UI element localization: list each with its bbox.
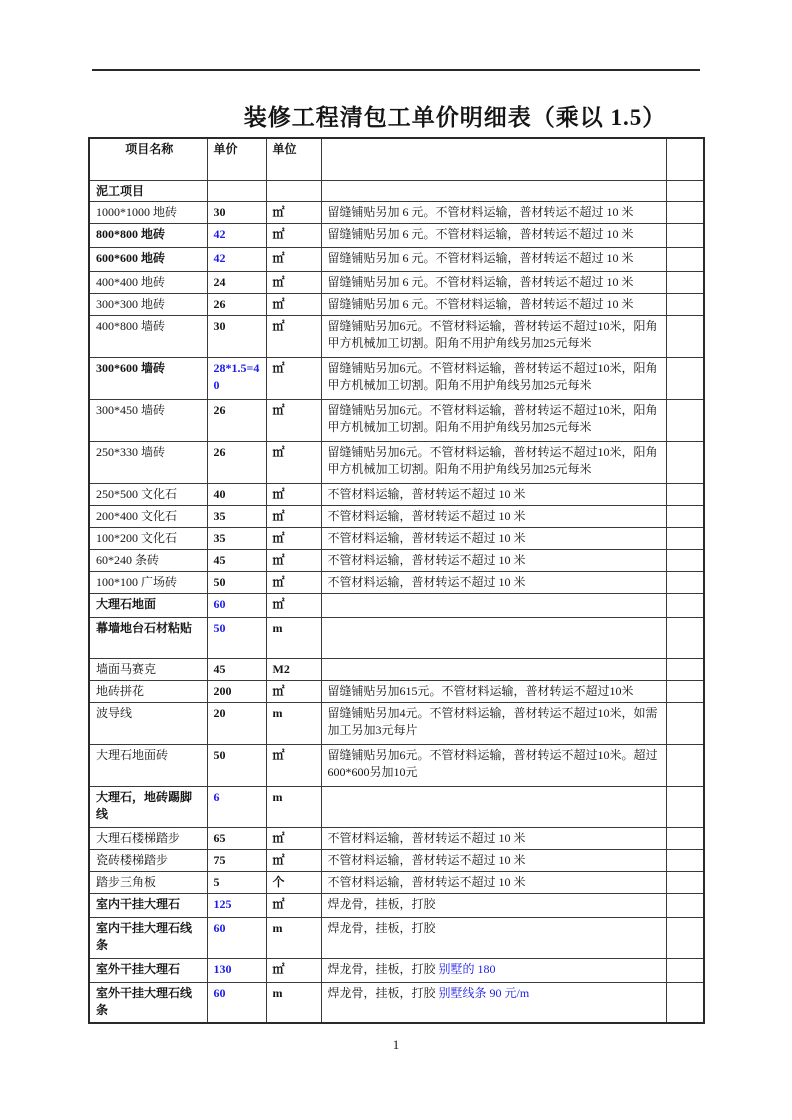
cell-remark: 留缝铺贴另加4元。不管材料运输，普材转运不超过10米，如需加工另加3元每片 bbox=[321, 702, 666, 744]
cell-price: 60 bbox=[207, 593, 266, 617]
cell-item-name: 300*600 墙砖 bbox=[89, 357, 207, 399]
cell-remark: 留缝铺贴另加 6 元。不管材料运输，普材转运不超过 10 米 bbox=[321, 223, 666, 247]
cell-remark: 留缝铺贴另加6元。不管材料运输，普材转运不超过10米。超过600*600另加10元 bbox=[321, 744, 666, 786]
cell-item-name: 250*500 文化石 bbox=[89, 483, 207, 505]
cell-item-name: 踏步三角板 bbox=[89, 871, 207, 893]
cell-unit: ㎡ bbox=[266, 680, 321, 702]
cell-item-name: 300*300 地砖 bbox=[89, 293, 207, 315]
cell-unit: ㎡ bbox=[266, 201, 321, 223]
cell-extra bbox=[666, 357, 704, 399]
cell-item-name: 400*800 墙砖 bbox=[89, 315, 207, 357]
cell-remark: 不管材料运输，普材转运不超过 10 米 bbox=[321, 827, 666, 849]
cell-item-name: 60*240 条砖 bbox=[89, 549, 207, 571]
table-row bbox=[89, 658, 704, 680]
cell-item-name: 1000*1000 地砖 bbox=[89, 201, 207, 223]
cell-item-name: 墙面马赛克 bbox=[89, 658, 207, 680]
cell-remark: 不管材料运输，普材转运不超过 10 米 bbox=[321, 505, 666, 527]
cell-remark: 留缝铺贴另加 6 元。不管材料运输，普材转运不超过 10 米 bbox=[321, 293, 666, 315]
cell-item-name: 瓷砖楼梯踏步 bbox=[89, 849, 207, 871]
column-header-price: 单价 bbox=[207, 138, 266, 180]
cell-remark: 焊龙骨，挂板，打胶 bbox=[321, 917, 666, 958]
cell-unit: ㎡ bbox=[266, 827, 321, 849]
cell-remark: 留缝铺贴另加6元。不管材料运输，普材转运不超过10米，阳角甲方机械加工切割。阳角不用护角线另加25元每米 bbox=[321, 315, 666, 357]
table-row bbox=[89, 571, 704, 593]
cell-remark: 留缝铺贴另加6元。不管材料运输，普材转运不超过10米，阳角甲方机械加工切割。阳角不用护角线另加25元每米 bbox=[321, 441, 666, 483]
cell-remark bbox=[321, 593, 666, 617]
cell-extra bbox=[666, 271, 704, 293]
cell-unit: m bbox=[266, 917, 321, 958]
cell-extra bbox=[666, 180, 704, 201]
remark-text: 焊龙骨，挂板，打胶 bbox=[327, 961, 439, 976]
cell-unit: 个 bbox=[266, 871, 321, 893]
cell-remark: 留缝铺贴另加 6 元。不管材料运输，普材转运不超过 10 米 bbox=[321, 271, 666, 293]
cell-price: 50 bbox=[207, 744, 266, 786]
cell-price: 20 bbox=[207, 702, 266, 744]
cell-remark: 留缝铺贴另加615元。不管材料运输，普材转运不超过10米 bbox=[321, 680, 666, 702]
table-row bbox=[89, 593, 704, 617]
table-row bbox=[89, 505, 704, 527]
table-row bbox=[89, 982, 704, 1023]
cell-extra bbox=[666, 247, 704, 271]
cell-extra bbox=[666, 917, 704, 958]
table-row bbox=[89, 786, 704, 827]
cell-extra bbox=[666, 871, 704, 893]
cell-unit: m bbox=[266, 702, 321, 744]
cell-unit: ㎡ bbox=[266, 893, 321, 917]
cell-unit: M2 bbox=[266, 658, 321, 680]
cell-extra bbox=[666, 441, 704, 483]
cell-item-name: 800*800 地砖 bbox=[89, 223, 207, 247]
cell-extra bbox=[666, 549, 704, 571]
cell-remark: 不管材料运输，普材转运不超过 10 米 bbox=[321, 549, 666, 571]
cell-extra bbox=[666, 702, 704, 744]
table-row bbox=[89, 849, 704, 871]
cell-price: 50 bbox=[207, 571, 266, 593]
table-row bbox=[89, 680, 704, 702]
remark-highlight: 别墅的 180 bbox=[438, 961, 496, 976]
cell-extra bbox=[666, 849, 704, 871]
cell-extra bbox=[666, 483, 704, 505]
cell-item-name: 室外干挂大理石 bbox=[89, 958, 207, 982]
cell-item-name: 大理石楼梯踏步 bbox=[89, 827, 207, 849]
cell-unit: ㎡ bbox=[266, 505, 321, 527]
section-row bbox=[89, 180, 704, 201]
cell-price: 200 bbox=[207, 680, 266, 702]
cell-price: 125 bbox=[207, 893, 266, 917]
cell-unit: ㎡ bbox=[266, 958, 321, 982]
cell-item-name: 300*450 墙砖 bbox=[89, 399, 207, 441]
cell-remark bbox=[321, 658, 666, 680]
table-row bbox=[89, 441, 704, 483]
cell-unit: ㎡ bbox=[266, 849, 321, 871]
cell-extra bbox=[666, 958, 704, 982]
cell-extra bbox=[666, 593, 704, 617]
cell-extra bbox=[666, 617, 704, 658]
cell-item-name: 400*400 地砖 bbox=[89, 271, 207, 293]
cell-price: 65 bbox=[207, 827, 266, 849]
cell-price bbox=[207, 180, 266, 201]
cell-unit: ㎡ bbox=[266, 357, 321, 399]
cell-price: 30 bbox=[207, 201, 266, 223]
cell-unit: ㎡ bbox=[266, 223, 321, 247]
column-header-remark bbox=[321, 138, 666, 180]
cell-extra bbox=[666, 893, 704, 917]
table-row bbox=[89, 958, 704, 982]
cell-unit: ㎡ bbox=[266, 315, 321, 357]
cell-unit: ㎡ bbox=[266, 593, 321, 617]
cell-price: 45 bbox=[207, 549, 266, 571]
cell-unit: ㎡ bbox=[266, 271, 321, 293]
table-row bbox=[89, 271, 704, 293]
cell-extra bbox=[666, 786, 704, 827]
table-row bbox=[89, 893, 704, 917]
cell-unit: ㎡ bbox=[266, 247, 321, 271]
table-row bbox=[89, 399, 704, 441]
cell-price: 130 bbox=[207, 958, 266, 982]
cell-remark: 不管材料运输，普材转运不超过 10 米 bbox=[321, 871, 666, 893]
cell-extra bbox=[666, 223, 704, 247]
table-row bbox=[89, 827, 704, 849]
cell-item-name: 大理石地面砖 bbox=[89, 744, 207, 786]
remark-text: 焊龙骨，挂板，打胶 bbox=[327, 985, 439, 1000]
cell-price: 60 bbox=[207, 982, 266, 1023]
cell-price: 24 bbox=[207, 271, 266, 293]
cell-price: 26 bbox=[207, 399, 266, 441]
cell-unit: ㎡ bbox=[266, 549, 321, 571]
cell-price: 60 bbox=[207, 917, 266, 958]
table-row bbox=[89, 702, 704, 744]
table-row bbox=[89, 293, 704, 315]
cell-price: 50 bbox=[207, 617, 266, 658]
cell-item-name: 室外干挂大理石线条 bbox=[89, 982, 207, 1023]
page-number: 1 bbox=[392, 1037, 400, 1052]
cell-unit: m bbox=[266, 786, 321, 827]
cell-unit: ㎡ bbox=[266, 571, 321, 593]
cell-price: 6 bbox=[207, 786, 266, 827]
cell-unit: m bbox=[266, 617, 321, 658]
cell-remark: 焊龙骨，挂板，打胶 bbox=[321, 893, 666, 917]
cell-price: 42 bbox=[207, 223, 266, 247]
column-header-extra bbox=[666, 138, 704, 180]
table-row bbox=[89, 549, 704, 571]
table-row bbox=[89, 617, 704, 658]
cell-remark: 留缝铺贴另加6元。不管材料运输，普材转运不超过10米，阳角甲方机械加工切割。阳角不用护角线另加25元每米 bbox=[321, 357, 666, 399]
cell-price: 26 bbox=[207, 293, 266, 315]
cell-unit: ㎡ bbox=[266, 293, 321, 315]
cell-item-name: 200*400 文化石 bbox=[89, 505, 207, 527]
cell-item-name: 幕墙地台石材粘贴 bbox=[89, 617, 207, 658]
cell-price: 28*1.5=40 bbox=[207, 357, 266, 399]
cell-item-name: 600*600 地砖 bbox=[89, 247, 207, 271]
cell-remark bbox=[321, 982, 666, 1023]
cell-price: 35 bbox=[207, 527, 266, 549]
cell-extra bbox=[666, 658, 704, 680]
table-row bbox=[89, 357, 704, 399]
table-row bbox=[89, 527, 704, 549]
column-header-item-name: 项目名称 bbox=[89, 138, 207, 180]
cell-extra bbox=[666, 399, 704, 441]
cell-price: 30 bbox=[207, 315, 266, 357]
cell-unit: ㎡ bbox=[266, 483, 321, 505]
cell-unit: ㎡ bbox=[266, 441, 321, 483]
remark-highlight: 别墅线条 90 元/m bbox=[438, 985, 530, 1000]
cell-item-name: 250*330 墙砖 bbox=[89, 441, 207, 483]
cell-remark bbox=[321, 786, 666, 827]
cell-price: 35 bbox=[207, 505, 266, 527]
cell-remark: 留缝铺贴另加 6 元。不管材料运输，普材转运不超过 10 米 bbox=[321, 247, 666, 271]
cell-price: 40 bbox=[207, 483, 266, 505]
cell-item-name: 地砖拼花 bbox=[89, 680, 207, 702]
cell-item-name: 室内干挂大理石 bbox=[89, 893, 207, 917]
cell-item-name: 大理石地面 bbox=[89, 593, 207, 617]
cell-remark: 留缝铺贴另加 6 元。不管材料运输，普材转运不超过 10 米 bbox=[321, 201, 666, 223]
table-row bbox=[89, 871, 704, 893]
cell-price: 42 bbox=[207, 247, 266, 271]
page-title: 装修工程清包工单价明细表（乘以 1.5） bbox=[243, 105, 667, 130]
cell-remark bbox=[321, 180, 666, 201]
cell-extra bbox=[666, 527, 704, 549]
cell-price: 45 bbox=[207, 658, 266, 680]
cell-remark bbox=[321, 617, 666, 658]
cell-unit: m bbox=[266, 982, 321, 1023]
cell-extra bbox=[666, 293, 704, 315]
cell-extra bbox=[666, 201, 704, 223]
table-row bbox=[89, 201, 704, 223]
cell-item-name: 波导线 bbox=[89, 702, 207, 744]
cell-extra bbox=[666, 571, 704, 593]
cell-remark bbox=[321, 958, 666, 982]
cell-unit: ㎡ bbox=[266, 527, 321, 549]
column-header-unit: 单位 bbox=[266, 138, 321, 180]
cell-remark: 不管材料运输，普材转运不超过 10 米 bbox=[321, 527, 666, 549]
cell-price: 75 bbox=[207, 849, 266, 871]
cell-remark: 不管材料运输，普材转运不超过 10 米 bbox=[321, 483, 666, 505]
table-row bbox=[89, 744, 704, 786]
cell-unit: ㎡ bbox=[266, 744, 321, 786]
cell-item-name: 100*100 广场砖 bbox=[89, 571, 207, 593]
table-row bbox=[89, 917, 704, 958]
table-header-row bbox=[89, 138, 704, 180]
section-title: 泥工项目 bbox=[89, 180, 207, 201]
cell-remark: 不管材料运输，普材转运不超过 10 米 bbox=[321, 849, 666, 871]
table-row bbox=[89, 483, 704, 505]
table-row bbox=[89, 247, 704, 271]
cell-unit bbox=[266, 180, 321, 201]
cell-extra bbox=[666, 680, 704, 702]
cell-extra bbox=[666, 315, 704, 357]
cell-extra bbox=[666, 982, 704, 1023]
cell-item-name: 室内干挂大理石线条 bbox=[89, 917, 207, 958]
cell-price: 5 bbox=[207, 871, 266, 893]
cell-extra bbox=[666, 827, 704, 849]
header-rule bbox=[92, 69, 700, 71]
cell-remark: 留缝铺贴另加6元。不管材料运输，普材转运不超过10米，阳角甲方机械加工切割。阳角不用护角线另加25元每米 bbox=[321, 399, 666, 441]
table-row bbox=[89, 315, 704, 357]
cell-item-name: 大理石，地砖踢脚线 bbox=[89, 786, 207, 827]
cell-extra bbox=[666, 744, 704, 786]
cell-extra bbox=[666, 505, 704, 527]
cell-price: 26 bbox=[207, 441, 266, 483]
price-table bbox=[88, 137, 705, 1024]
cell-item-name: 100*200 文化石 bbox=[89, 527, 207, 549]
cell-unit: ㎡ bbox=[266, 399, 321, 441]
table-row bbox=[89, 223, 704, 247]
cell-remark: 不管材料运输，普材转运不超过 10 米 bbox=[321, 571, 666, 593]
